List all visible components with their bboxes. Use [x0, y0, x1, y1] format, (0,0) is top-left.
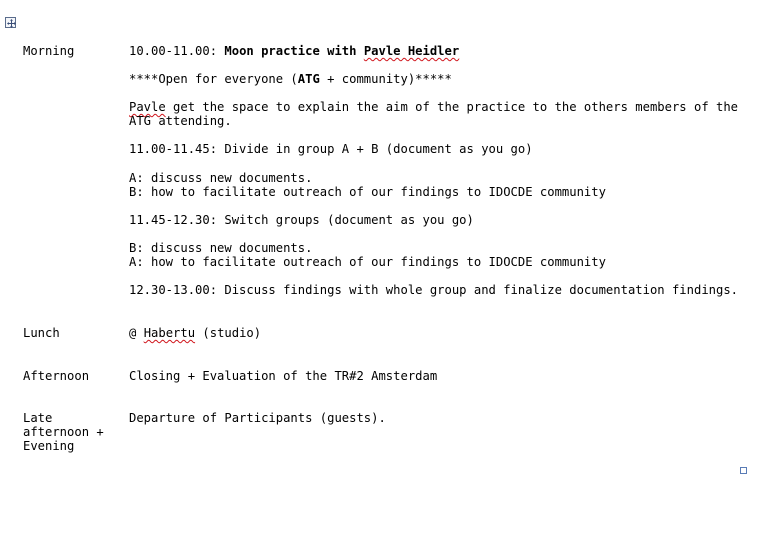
late-line: Departure of Participants (guests). — [129, 411, 386, 425]
morning-line-4: ATG attending. — [129, 114, 232, 128]
morning-title-name: Pavle Heidler — [363, 44, 460, 58]
label-afternoon: Afternoon — [23, 369, 90, 383]
lunch-line — [129, 326, 261, 340]
lunch-studio: (studio) — [195, 326, 262, 340]
morning-line-5: 11.00-11.45: Divide in group A + B (document as you go) — [129, 142, 533, 156]
morning-time-1: 10.00-11.00: — [129, 44, 225, 58]
morning-open-atg: ATG — [297, 72, 320, 86]
morning-line-8: 11.45-12.30: Switch groups (document as you go) — [129, 213, 474, 227]
morning-open-c: + community)***** — [319, 72, 452, 86]
label-morning: Morning — [23, 44, 75, 58]
table-resize-handle[interactable] — [740, 467, 747, 474]
lunch-at: @ — [129, 326, 144, 340]
morning-line-10: A: how to facilitate outreach of our findings to IDOCDE community — [129, 255, 606, 269]
label-lunch: Lunch — [23, 326, 60, 340]
table-move-handle-icon[interactable] — [5, 17, 16, 28]
morning-line-7: B: how to facilitate outreach of our findings to IDOCDE community — [129, 185, 606, 199]
morning-open-a: ****Open for everyone ( — [129, 72, 298, 86]
morning-line-2 — [129, 72, 452, 86]
morning-line-3 — [129, 100, 738, 114]
morning-line-6: A: discuss new documents. — [129, 171, 313, 185]
label-late: Late afternoon + Evening — [23, 411, 104, 453]
morning-line-9: B: discuss new documents. — [129, 241, 313, 255]
morning-line-11: 12.30-13.00: Discuss findings with whole group and finalize documentation findings. — [129, 283, 739, 297]
morning-title: Moon practice with — [224, 44, 364, 58]
morning-line-1 — [129, 44, 459, 58]
morning-pavle: Pavle — [129, 100, 166, 114]
lunch-place: Habertu — [143, 326, 196, 340]
morning-explain: get the space to explain the aim of the practice to the others members of the — [165, 100, 739, 114]
afternoon-line: Closing + Evaluation of the TR#2 Amsterdam — [129, 369, 438, 383]
